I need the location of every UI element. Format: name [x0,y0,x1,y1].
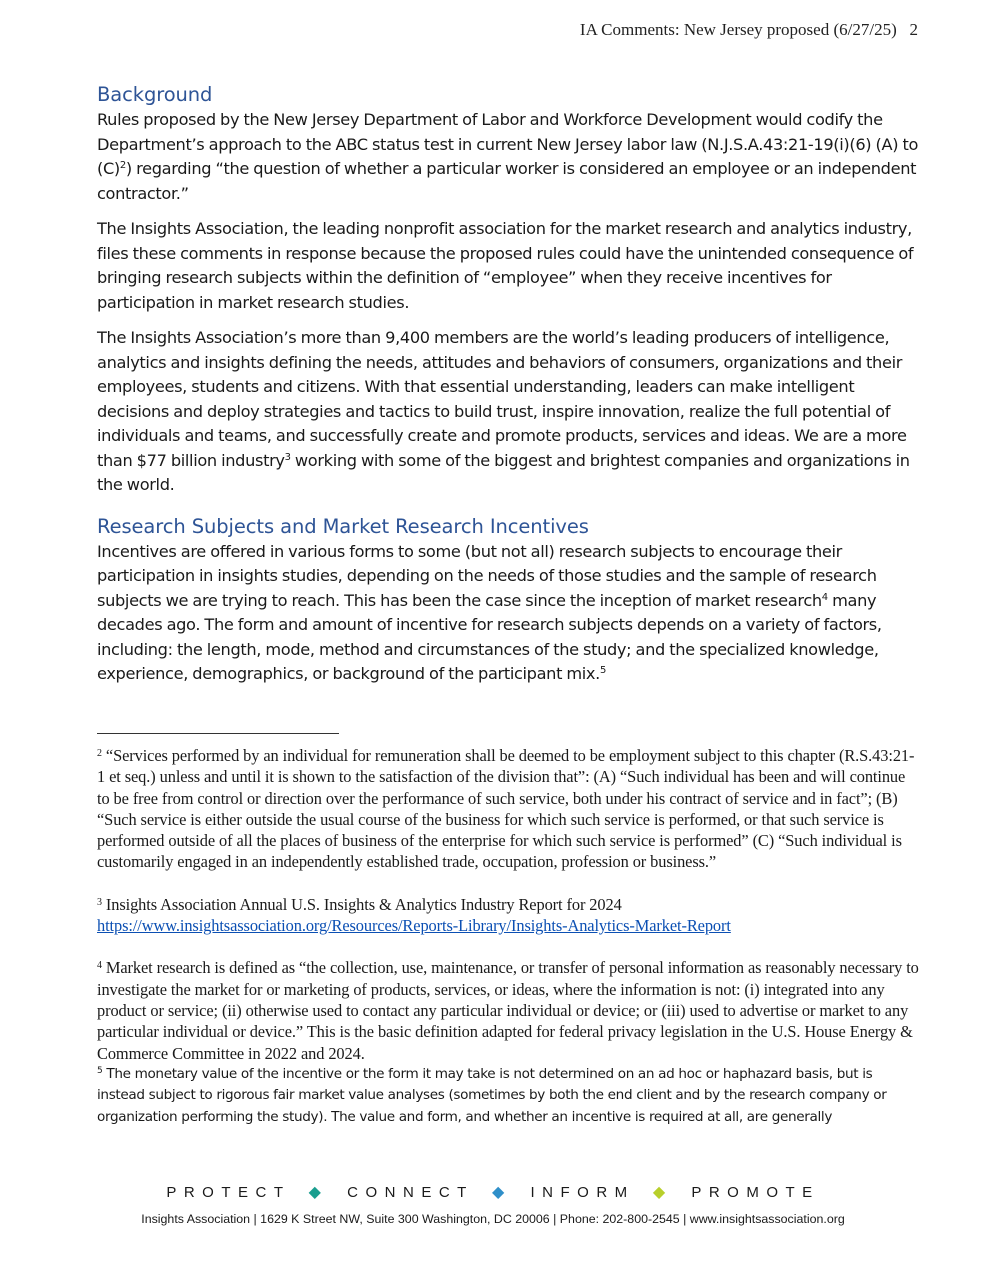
document-body [97,82,921,698]
background-paragraph-2: The Insights Association, the leading nonprofit association for the market research and analytics industry, files these comments in response because the proposed rules could have the unintended consequence of bringing research subjects within the definition of “employee” when they receive incentives for participation in market research studies. [97,219,914,312]
page-number: 2 [909,20,918,39]
slogan-promote: PROMOTE [691,1184,820,1201]
footnote-ref-2[interactable]: 2 [119,160,126,171]
slogan-connect: CONNECT [347,1184,474,1201]
footnote-ref-5[interactable]: 5 [599,665,606,676]
background-paragraph-1: Rules proposed by the New Jersey Department of Labor and Workforce Development would codify the Department’s approach to the ABC status test in current New Jersey labor law (N.J.S.A.43:21-19(i)(6) (A) to $(C)^2$) regarding “the question of whether a particular worker is considered an employee or an independent contractor.” [97,110,919,203]
footnotes [97,745,921,1128]
background-paragraph-3: The Insights Association’s more than 9,400 members are the world’s leading producers of intelligence, analytics and insights defining the needs, attitudes and behaviors of consumers, organizations and their employees, students and citizens. With that essential understanding, leaders can make intelligent decisions and deploy strategies and tactics to build trust, inspire innovation, realize the full potential of individuals and teams, and successfully create and promote products, services and ideas. We are a more than $77 billion industry$^3$ working with some of the biggest and brightest companies and organizations in the world. [97,328,910,494]
footer-address: Insights Association | 1629 K Street NW, Suite 300 Washington, DC 20006 | Phone: 202-800-2545 | www.insightsassociation.org [141,1212,845,1226]
running-title: IA Comments: New Jersey proposed (6/27/25) [579,20,897,39]
diamond-icon: ◆ [492,1184,505,1201]
heading-background: Background [97,83,213,106]
slogan-protect: PROTECT [166,1184,291,1201]
footnote-5: $^5$ The monetary value of the incentive or the form it may take is not determined on an ad hoc or haphazard basis, but is instead subject to rigorous fair market value analyses (sometimes by both the end client and by the research company or organization performing the study). The value and form, and whether an incentive is required at all, are generally [97,1065,887,1125]
footnote-2: $^2$ “Services performed by an individual for remuneration shall be deemed to be employment subject to this chapter (R.S.43:21-1 et seq.) unless and until it is shown to the satisfaction of the division that”: (A) “Such individual has been and will continue to be free from control or direction over the performance of such service, both under his contract of service and in fact”; (B) “Such service is either outside the usual course of the business for which such service is performed, or that such service is performed outside of all the places of business of the enterprise for which such service is performed” (C) “Such individual is customarily engaged in an independently established trade, occupation, profession or business.” [97,746,915,872]
heading-incentives: Research Subjects and Market Research Incentives [97,514,589,538]
diamond-icon: ◆ [652,1184,666,1201]
diamond-icon: ◆ [308,1184,321,1201]
footnote-4: $^4$ Market research is defined as “the collection, use, maintenance, or transfer of personal information as reasonably necessary to investigate the market for or marketing of products, services, or ideas, where the information is not: (i) integrated into any product or service; (ii) otherwise used to contact any particular individual or device; or (iii) used to advertise or market to any particular individual or device.” This is the basic definition adapted for federal privacy legislation in the U.S. House Energy & Commerce Committee in 2022 and 2024. [97,958,919,1063]
footer-slogan [0,1182,986,1202]
footnote-3: $^3$ Insights Association Annual U.S. Insights & Analytics Industry Report for 2024 https://www.insightsassociation.org/Resources/Reports-Library/Insights-Analytics-Market-Report [97,894,731,936]
footnote-ref-4[interactable]: 4 [821,591,828,603]
footnote-ref-3[interactable]: 3 [284,451,291,463]
running-header [580,20,918,40]
footnote-divider [97,733,339,734]
report-link[interactable]: https://www.insightsassociation.org/Resources/Reports-Library/Insights-Analytics-Market-Report [97,916,731,936]
incentives-paragraph-1: Incentives are offered in various forms to some (but not all) research subjects to encourage their participation in insights studies, depending on the needs of those studies and the sample of research subjects we are trying to reach. This has been the case since the inception of market research$^4$ many decades ago. The form and amount of incentive for research subjects depends on a variety of factors, including: the length, mode, method and circumstances of the study; and the specialized knowledge, experience, demographics, or background of the participant mix.$^5$ [97,541,882,683]
slogan-inform: INFORM [530,1184,635,1201]
